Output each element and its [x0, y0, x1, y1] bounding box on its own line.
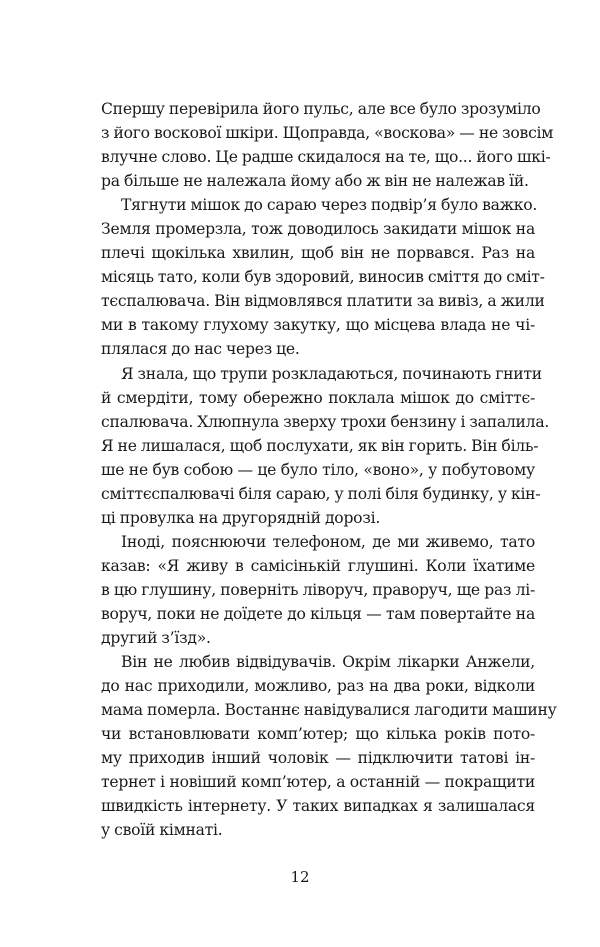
text-line: Іноді, пояснюючи телефоном, де ми живемо, тато	[121, 532, 535, 551]
text-line: Він не любив відвідувачів. Окрім лікарки Анжели,	[121, 653, 535, 672]
text-line: у своїй кімнаті.	[101, 821, 223, 840]
text-line: мама померла. Востаннє навідувалися лагодити машину	[101, 701, 557, 720]
text-line: ці провулка на другорядній дорозі.	[101, 508, 381, 527]
text-line: з його воскової шкіри. Щоправда, «воскова» — не зовсім	[101, 124, 554, 143]
text-line: чи встановлювати комп’ютер; що кілька років пото-	[101, 725, 535, 744]
paragraph	[101, 97, 554, 193]
page-number: 12	[290, 868, 310, 886]
text-line: швидкість інтернету. У таких випадках я залишалася	[101, 797, 535, 816]
text-line: тєспалювача. Він відмовлявся платити за вивіз, а жили	[101, 292, 545, 311]
text-line: й смердіти, тому обережно поклала мішок до сміттє-	[101, 388, 535, 407]
text-line: до нас приходили, можливо, раз на два роки, відколи	[101, 677, 535, 696]
text-line: в цю глушину, поверніть ліворуч, праворуч, ще раз лі-	[101, 580, 535, 599]
paragraph	[101, 362, 550, 530]
text-line: Я знала, що трупи розкладаються, починають гнити	[121, 364, 542, 383]
text-line: му приходив інший чоловік — підключити татові ін-	[101, 749, 535, 768]
text-line: Я не лишалася, щоб послухати, як він горить. Він біль-	[101, 436, 539, 455]
text-line: тернет і новіший комп’ютер, а останній — покращити	[101, 773, 535, 792]
text-line: Спершу перевірила його пульс, але все було зрозуміло	[101, 100, 541, 118]
text-line: ми в такому глухому закутку, що місцева влада не чі-	[101, 316, 535, 335]
text-line: казав: «Я живу в самісінькій глушині. Коли їхатиме	[101, 556, 535, 575]
text-line: плечі щокілька хвилин, щоб він не порвався. Раз на	[101, 244, 535, 263]
text-line: влучне слово. Це радше скидалося на те, що... його шкі-	[101, 148, 551, 167]
text-line: Тягнути мішок до сараю через подвір’я було важко.	[121, 196, 538, 215]
text-line: другий з’їзд».	[101, 629, 211, 648]
body-text	[101, 97, 557, 842]
text-line: ра більше не належала йому або ж він не належав їй.	[101, 172, 529, 191]
text-line: ше не був собою — це було тіло, «воно», у побутовому	[101, 460, 535, 479]
text-line: спалювача. Хлюпнула зверху трохи бензину і запалила.	[101, 412, 550, 431]
text-line: плялася до нас через це.	[101, 340, 300, 359]
paragraph	[101, 530, 535, 650]
text-line: Земля промерзла, тож доводилось закидати мішок на	[101, 220, 535, 239]
paragraph	[101, 650, 557, 842]
text-line: воруч, поки не доїдете до кільця — там повертайте на	[101, 604, 535, 623]
text-line: місяць тато, коли був здоровий, виносив сміття до сміт-	[101, 268, 545, 287]
paragraph	[101, 193, 545, 361]
text-line: сміттєспалювачі біля сараю, у полі біля будинку, у кін-	[101, 484, 541, 503]
